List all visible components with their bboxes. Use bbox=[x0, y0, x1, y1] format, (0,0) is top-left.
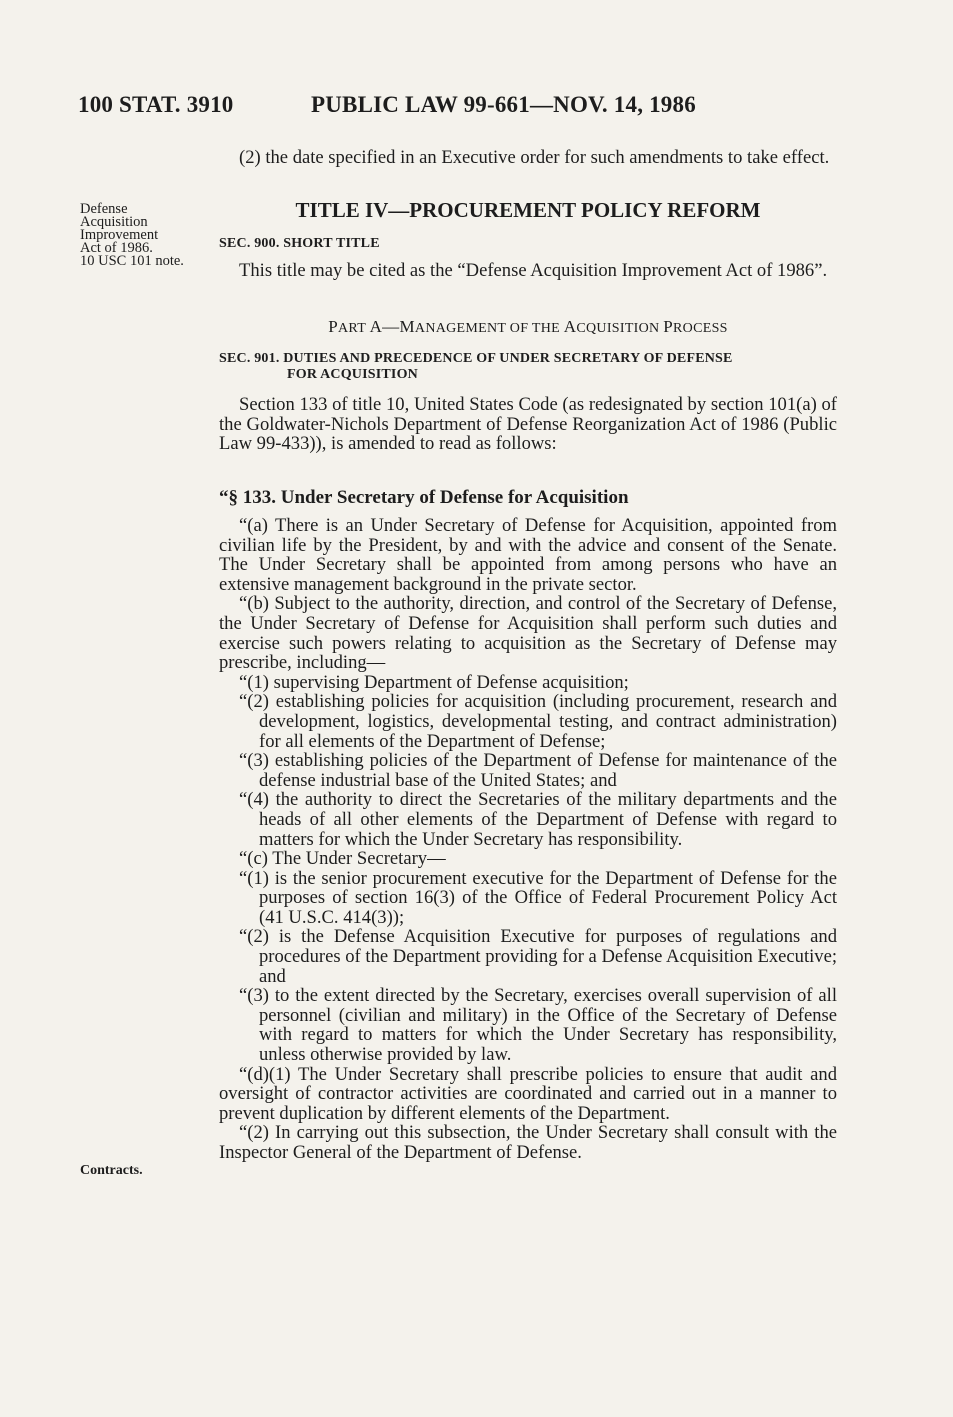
margin-note-line: 10 USC 101 note. bbox=[80, 253, 184, 269]
subsection-a: “(a) There is an Under Secretary of Defense for Acquisition, appointed from civilian life by the President, by and with the advice and consent of the Senate. The Under Secretary shall be appointed from among persons who have an extensive management background in the private sector. bbox=[219, 515, 837, 595]
sec-900-text bbox=[219, 261, 837, 281]
running-head-title: PUBLIC LAW 99-661—NOV. 14, 1986 bbox=[311, 92, 696, 117]
page-stat-number: 100 STAT. 3910 bbox=[78, 92, 234, 117]
subsection-b-4: “(4) the authority to direct the Secretaries of the military departments and the heads of all other elements of the Department of Defense with regard to matters for which the Under Secretary has responsibility. bbox=[239, 789, 837, 850]
subsection-d-1: “(d)(1) The Under Secretary shall prescribe policies to ensure that audit and oversight of contractor activities are coordinated and carried out in a manner to prevent duplication by different elements of the Department. bbox=[219, 1063, 837, 1124]
sec-901-intro bbox=[219, 395, 837, 454]
short-title-paragraph: This title may be cited as the “Defense Acquisition Improvement Act of 1986”. bbox=[239, 260, 828, 281]
intro-paragraph bbox=[219, 148, 837, 168]
margin-note-defense-act bbox=[80, 203, 220, 268]
part-a-text: CQUISITION bbox=[576, 321, 664, 336]
title-iv-heading: TITLE IV—PROCUREMENT POLICY REFORM bbox=[295, 198, 761, 222]
margin-note-line: Acquisition bbox=[80, 214, 148, 230]
subsection-b-1: “(1) supervising Department of Defense acquisition; bbox=[239, 671, 629, 693]
paragraph-2-date: (2) the date specified in an Executive order for such amendments to take effect. bbox=[239, 147, 830, 168]
section-133-body bbox=[219, 516, 837, 1163]
part-a-text: P bbox=[328, 317, 338, 336]
part-a-text: A—M bbox=[369, 317, 415, 336]
sec-901-heading-line: FOR ACQUISITION bbox=[287, 367, 418, 382]
margin-note-line: Act of 1986. bbox=[80, 240, 153, 256]
section-133-heading: “§ 133. Under Secretary of Defense for Acquisition bbox=[219, 487, 629, 508]
part-a-heading bbox=[219, 317, 837, 337]
subsection-c-3: “(3) to the extent directed by the Secretary, exercises overall supervision of all personnel (civilian and military) in the Office of the Secretary of Defense with regard to matters for which the Under Secretary has responsibility, unless otherwise provided by law. bbox=[239, 985, 837, 1066]
part-a-text: ART bbox=[338, 321, 370, 336]
margin-note-contracts: Contracts. bbox=[80, 1163, 143, 1178]
subsection-c-2: “(2) is the Defense Acquisition Executive for purposes of regulations and procedures of the Department providing for a Defense Acquisition Executive; and bbox=[239, 926, 837, 987]
sec-901-heading-line: SEC. 901. DUTIES AND PRECEDENCE OF UNDER SECRETARY OF DEFENSE bbox=[219, 351, 733, 366]
subsection-d-2: “(2) In carrying out this subsection, the Under Secretary shall consult with the Inspector General of the Department of Defense. bbox=[219, 1122, 837, 1163]
part-a-text: P bbox=[663, 317, 674, 336]
sec-901-heading bbox=[219, 351, 837, 383]
part-a-text: ROCESS bbox=[673, 321, 728, 336]
part-a-text: A bbox=[563, 317, 577, 336]
subsection-b-3: “(3) establishing policies of the Department of Defense for maintenance of the defense industrial base of the United States; and bbox=[239, 750, 837, 791]
subsection-b: “(b) Subject to the authority, direction, and control of the Secretary of Defense, the Under Secretary of Defense for Acquisition shall perform such duties and exercise such powers relating to acquisition as the Secretary of Defense may prescribe, including— bbox=[219, 593, 837, 674]
sec-900-heading: SEC. 900. SHORT TITLE bbox=[219, 236, 380, 251]
part-a-text: ANAGEMENT OF THE bbox=[414, 321, 564, 336]
subsection-c-1: “(1) is the senior procurement executive for the Department of Defense for the purposes of section 16(3) of the Office of Federal Procurement Policy Act (41 U.S.C. 414(3)); bbox=[239, 867, 837, 928]
sec-901-intro-paragraph: Section 133 of title 10, United States Code (as redesignated by section 101(a) of the Goldwater-Nichols Department of Defense Reorganization Act of 1986 (Public Law 99-433)), is amended to read as follows: bbox=[219, 394, 837, 455]
margin-note-line: Improvement bbox=[80, 227, 159, 243]
subsection-b-2: “(2) establishing policies for acquisition (including procurement, research and development, logistics, developmental testing, and contract administration) for all elements of the Department of Defense; bbox=[239, 691, 837, 752]
margin-note-line: Defense bbox=[80, 201, 128, 217]
subsection-c: “(c) The Under Secretary— bbox=[239, 848, 446, 870]
